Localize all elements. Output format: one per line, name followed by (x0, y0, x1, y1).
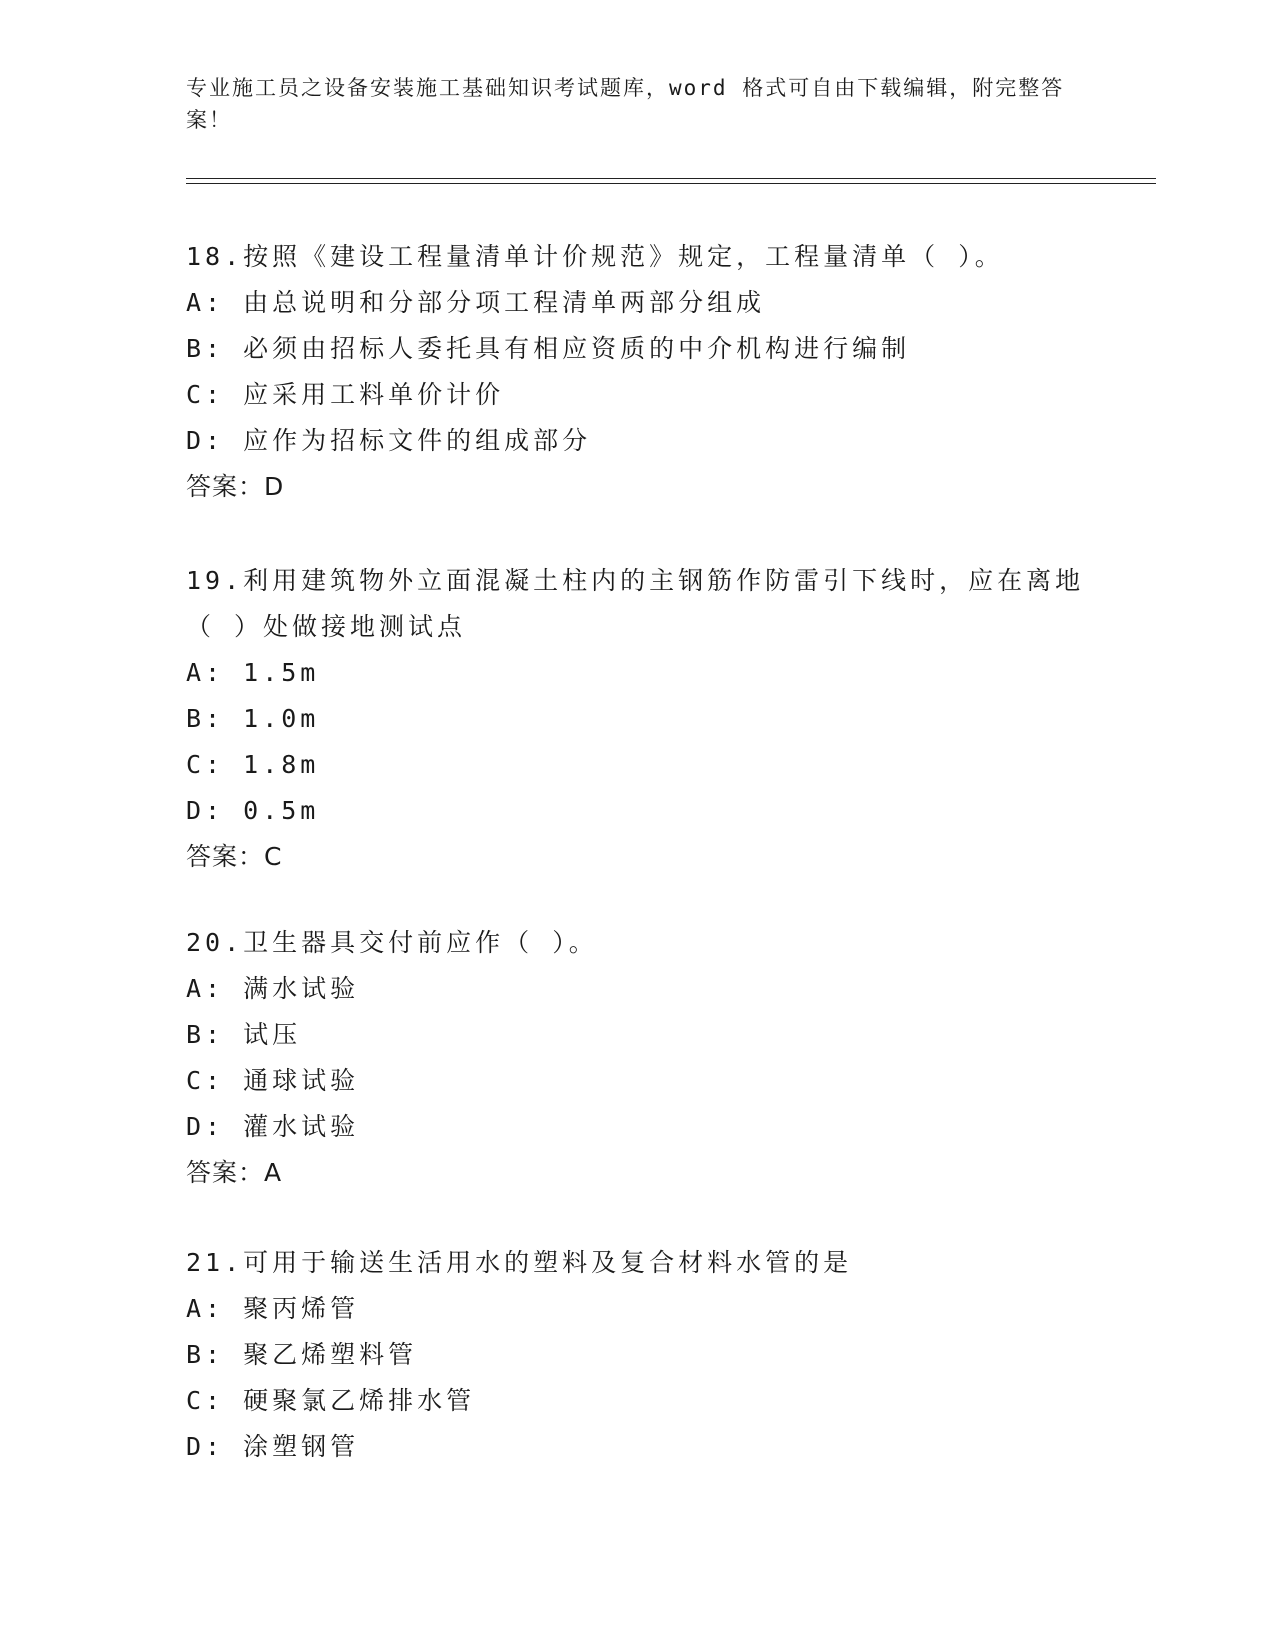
option-a: A: 由总说明和分部分项工程清单两部分组成 (186, 288, 766, 317)
question-20 (186, 920, 1106, 1196)
question-stem: 21.可用于输送生活用水的塑料及复合材料水管的是 (186, 1248, 853, 1277)
answer-line: 答案：A (186, 1158, 283, 1187)
option-a: A: 聚丙烯管 (186, 1294, 360, 1323)
option-b: B: 聚乙烯塑料管 (186, 1340, 418, 1369)
option-d: D: 0.5m (186, 796, 320, 825)
question-18 (186, 234, 1106, 510)
option-b: B: 必须由招标人委托具有相应资质的中介机构进行编制 (186, 334, 911, 363)
option-d: D: 涂塑钢管 (186, 1432, 360, 1461)
question-stem: 18.按照《建设工程量清单计价规范》规定，工程量清单（ ）。 (186, 242, 1004, 271)
question-stem: 19.利用建筑物外立面混凝土柱内的主钢筋作防雷引下线时，应在离地（ ）处做接地测试点 (186, 566, 1085, 641)
header-divider-bottom (186, 183, 1156, 184)
option-d: D: 灌水试验 (186, 1112, 360, 1141)
option-c: C: 硬聚氯乙烯排水管 (186, 1386, 476, 1415)
option-c: C: 1.8m (186, 750, 320, 779)
option-b: B: 1.0m (186, 704, 320, 733)
option-b: B: 试压 (186, 1020, 302, 1049)
answer-line: 答案：D (186, 472, 285, 501)
option-a: A: 满水试验 (186, 974, 360, 1003)
answer-line: 答案：C (186, 842, 283, 871)
question-stem: 20.卫生器具交付前应作（ ）。 (186, 928, 598, 957)
option-c: C: 应采用工料单价计价 (186, 380, 505, 409)
option-d: D: 应作为招标文件的组成部分 (186, 426, 592, 455)
option-a: A: 1.5m (186, 658, 320, 687)
question-21 (186, 1240, 1106, 1470)
option-c: C: 通球试验 (186, 1066, 360, 1095)
document-header: 专业施工员之设备安装施工基础知识考试题库，word 格式可自由下载编辑，附完整答案！ (186, 76, 1065, 132)
header-divider-top (186, 178, 1156, 179)
question-19 (186, 558, 1106, 880)
